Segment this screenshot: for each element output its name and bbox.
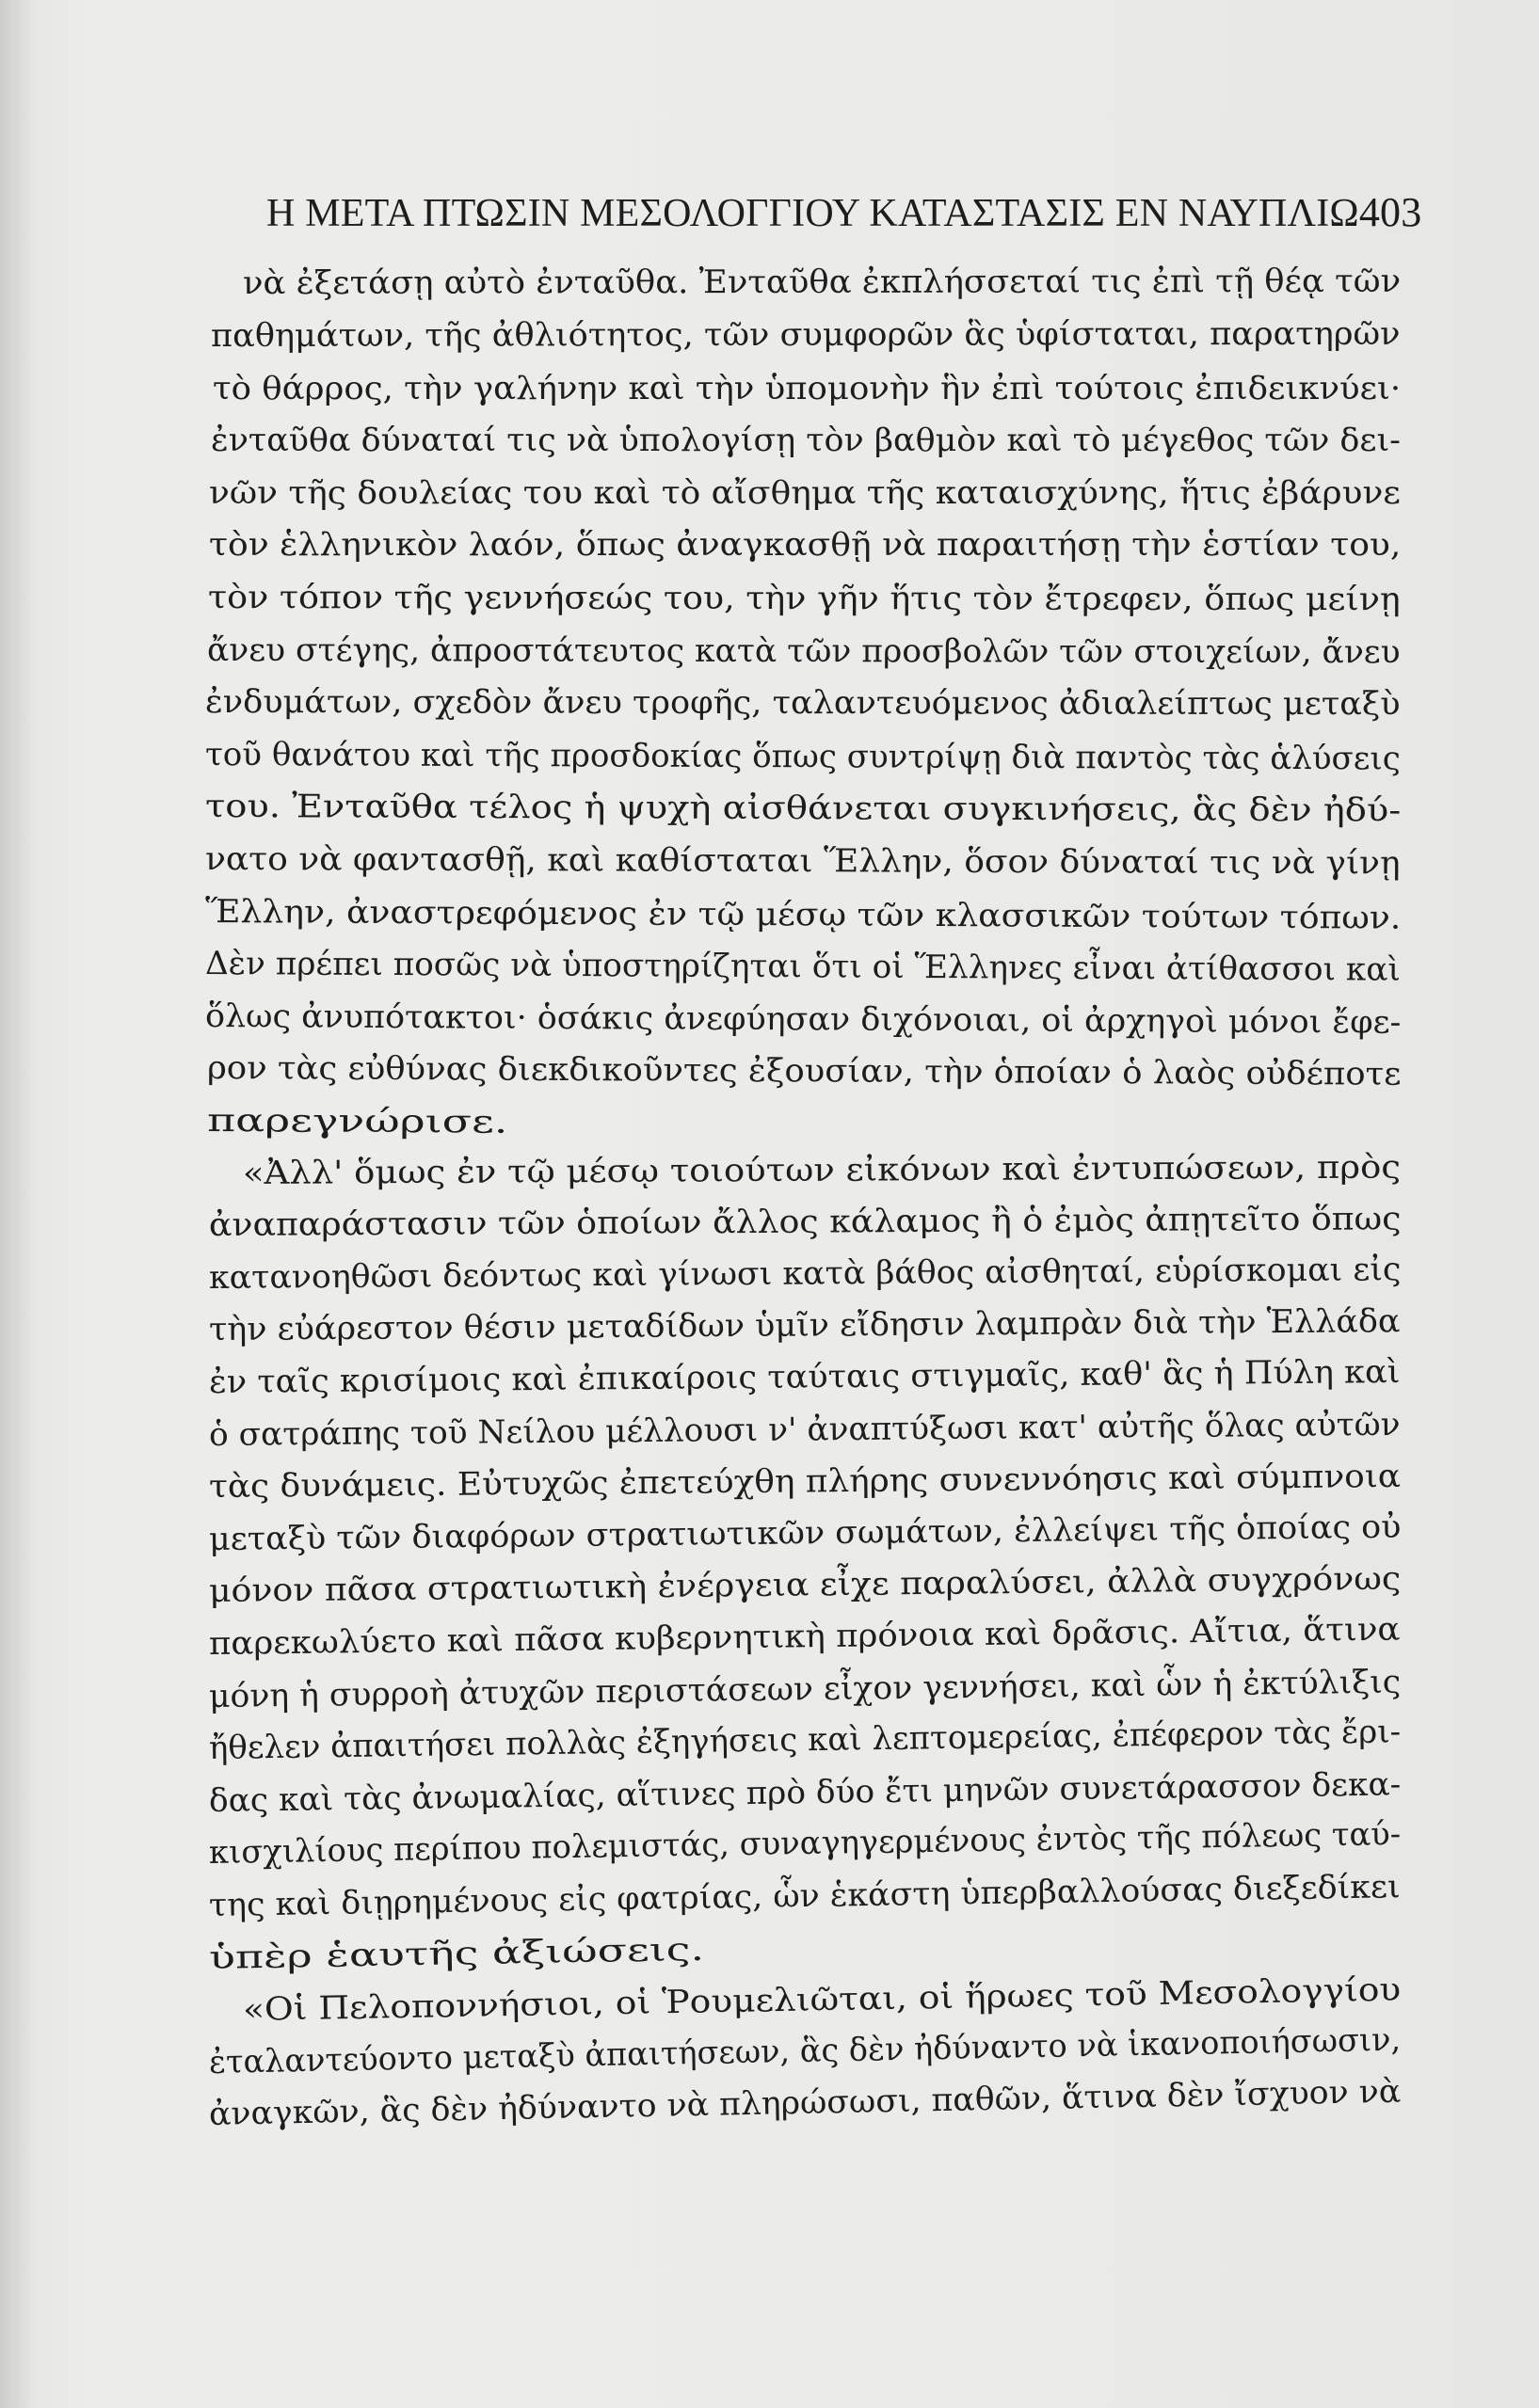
text-line: μόνη ἡ συρροὴ ἀτυχῶν περιστάσεων εἶχον γεννήσει, καὶ ὧν ἡ ἐκτύλιξις xyxy=(208,1663,1402,1715)
text-line: «Ἀλλ' ὅμως ἐν τῷ μέσῳ τοιούτων εἰκόνων καὶ ἐντυπώσεων, πρὸς xyxy=(242,1148,1402,1192)
text-line: «Οἱ Πελοποννήσιοι, οἱ Ῥουμελιῶται, οἱ ἥρωες τοῦ Μεσολογγίου xyxy=(242,1970,1402,2029)
text-line: τὴν εὐάρεστον θέσιν μεταδίδων ὑμῖν εἴδησιν λαμπρὰν διὰ τὴν Ἑλλάδα xyxy=(208,1302,1401,1348)
text-line: τὸν ἑλληνικὸν λαόν, ὅπως ἀναγκασθῇ νὰ παραιτήσῃ τὴν ἑστίαν του, xyxy=(209,526,1402,564)
text-line: ὑπὲρ ἑαυτῆς ἀξιώσεις. xyxy=(208,1930,705,1977)
text-line: παθημάτων, τῆς ἀθλιότητος, τῶν συμφορῶν ἃς ὑφίσταται, παρατηρῶν xyxy=(210,314,1401,355)
text-line: κατανοηθῶσι δεόντως καὶ γίνωσι κατὰ βάθος αἰσθηταί, εὑρίσκομαι εἰς xyxy=(208,1251,1402,1297)
text-line: νατο νὰ φαντασθῇ, καὶ καθίσταται Ἕλλην, ὅσον δύναταί τις νὰ γίνῃ xyxy=(204,840,1401,883)
text-line: νῶν τῆς δουλείας του καὶ τὸ αἴσθημα τῆς καταισχύνης, ἥτις ἐβάρυνε xyxy=(209,474,1401,512)
text-line: τὸν τόπον τῆς γεννήσεώς του, τὴν γῆν ἥτις τὸν ἔτρεφεν, ὅπως μείνῃ xyxy=(207,579,1401,619)
text-line: νὰ ἐξετάσῃ αὐτὸ ἐνταῦθα. Ἐνταῦθα ἐκπλήσσεταί τις ἐπὶ τῇ θέᾳ τῶν xyxy=(242,262,1402,302)
text-line: κισχιλίους περίπου πολεμιστάς, συναγηγερμένους ἐντὸς τῆς πόλεως ταύ- xyxy=(208,1815,1402,1872)
text-line: τὰς δυνάμεις. Εὐτυχῶς ἐπετεύχθη πλήρης συνεννόησις καὶ σύμπνοια xyxy=(208,1457,1402,1506)
text-line: του. Ἐνταῦθα τέλος ἡ ψυχὴ αἰσθάνεται συγκινήσεις, ἃς δὲν ἠδύ- xyxy=(204,788,1402,830)
page-number: 403 xyxy=(1358,189,1422,235)
text-line: ἤθελεν ἀπαιτήσει πολλὰς ἐξηγήσεις καὶ λεπτομερείας, ἐπέφερον τὰς ἔρι- xyxy=(208,1713,1402,1767)
text-line: παρεγνώρισε. xyxy=(206,1102,508,1141)
text-line: μόνον πᾶσα στρατιωτικὴ ἐνέργεια εἶχε παραλύσει, ἀλλὰ συγχρόνως xyxy=(208,1559,1402,1610)
text-line: ἐταλαντεύοντο μεταξὺ ἀπαιτήσεων, ἃς δὲν ἠδύναντο νὰ ἱκανοποιήσωσιν, xyxy=(208,2020,1402,2081)
running-head-title: Η ΜΕΤΑ ΠΤΩΣΙΝ ΜΕΣΟΛΟΓΓΙΟΥ ΚΑΤΑΣΤΑΣΙΣ ΕΝ ΝΑΥΠΛΙΩ xyxy=(266,192,1359,235)
text-line: τοῦ θανάτου καὶ τῆς προσδοκίας ὅπως συντρίψῃ διὰ παντὸς τὰς ἁλύσεις xyxy=(204,736,1401,778)
text-line: παρεκωλύετο καὶ πᾶσα κυβερνητικὴ πρόνοια καὶ δρᾶσις. Αἴτια, ἅτινα xyxy=(208,1610,1401,1663)
text-line: ἀναπαράστασιν τῶν ὁποίων ἄλλος κάλαμος ἢ ὁ ἐμὸς ἀπῃτεῖτο ὅπως xyxy=(208,1200,1402,1244)
text-line: μεταξὺ τῶν διαφόρων στρατιωτικῶν σωμάτων, ἐλλείψει τῆς ὁποίας οὐ xyxy=(208,1507,1402,1558)
text-line: Ἕλλην, ἀναστρεφόμενος ἐν τῷ μέσῳ τῶν κλασσικῶν τούτων τόπων. xyxy=(204,893,1402,937)
text-line: ρον τὰς εὐθύνας διεκδικοῦντες ἐξουσίαν, τὴν ὁποίαν ὁ λαὸς οὐδέποτε xyxy=(206,1049,1402,1093)
text-line: ὅλως ἀνυπότακτοι· ὁσάκις ἀνεφύησαν διχόνοιαι, οἱ ἀρχηγοὶ μόνοι ἔφε- xyxy=(204,997,1402,1042)
text-line: ἀναγκῶν, ἃς δὲν ἠδύναντο νὰ πληρώσωσι, παθῶν, ἅτινα δὲν ἴσχυον νὰ xyxy=(208,2072,1402,2133)
text-line: δας καὶ τὰς ἀνωμαλίας, αἵτινες πρὸ δύο ἔτι μηνῶν συνετάρασσον δεκα- xyxy=(208,1765,1402,1820)
text-line: ὁ σατράπης τοῦ Νείλου μέλλουσι ν' ἀναπτύξωσι κατ' αὐτῆς ὅλας αὐτῶν xyxy=(208,1405,1401,1454)
text-line: ἐν ταῖς κρισίμοις καὶ ἐπικαίροις ταύταις στιγμαῖς, καθ' ἃς ἡ Πύλη καὶ xyxy=(208,1352,1401,1401)
text-line: της καὶ διῃρημένους εἰς φατρίας, ὧν ἑκάστη ὑπερβαλλούσας διεξεδίκει xyxy=(208,1868,1401,1924)
text-line: τὸ θάρρος, τὴν γαλήνην καὶ τὴν ὑπομονὴν ἣν ἐπὶ τούτοις ἐπιδεικνύει· xyxy=(213,370,1402,407)
text-line: ἐνδυμάτων, σχεδὸν ἄνευ τροφῆς, ταλαντευόμενος ἀδιαλείπτως μεταξὺ xyxy=(204,683,1401,724)
text-line: ἄνευ στέγης, ἀπροστάτευτος κατὰ τῶν προσβολῶν τῶν στοιχείων, ἄνευ xyxy=(206,631,1401,672)
text-line: ἐνταῦθα δύναταί τις νὰ ὑπολογίσῃ τὸν βαθμὸν καὶ τὸ μέγεθος τῶν δει- xyxy=(211,422,1401,459)
text-line: Δὲν πρέπει ποσῶς νὰ ὑποστηρίζηται ὅτι οἱ Ἕλληνες εἶναι ἀτίθασσοι καὶ xyxy=(204,945,1401,989)
